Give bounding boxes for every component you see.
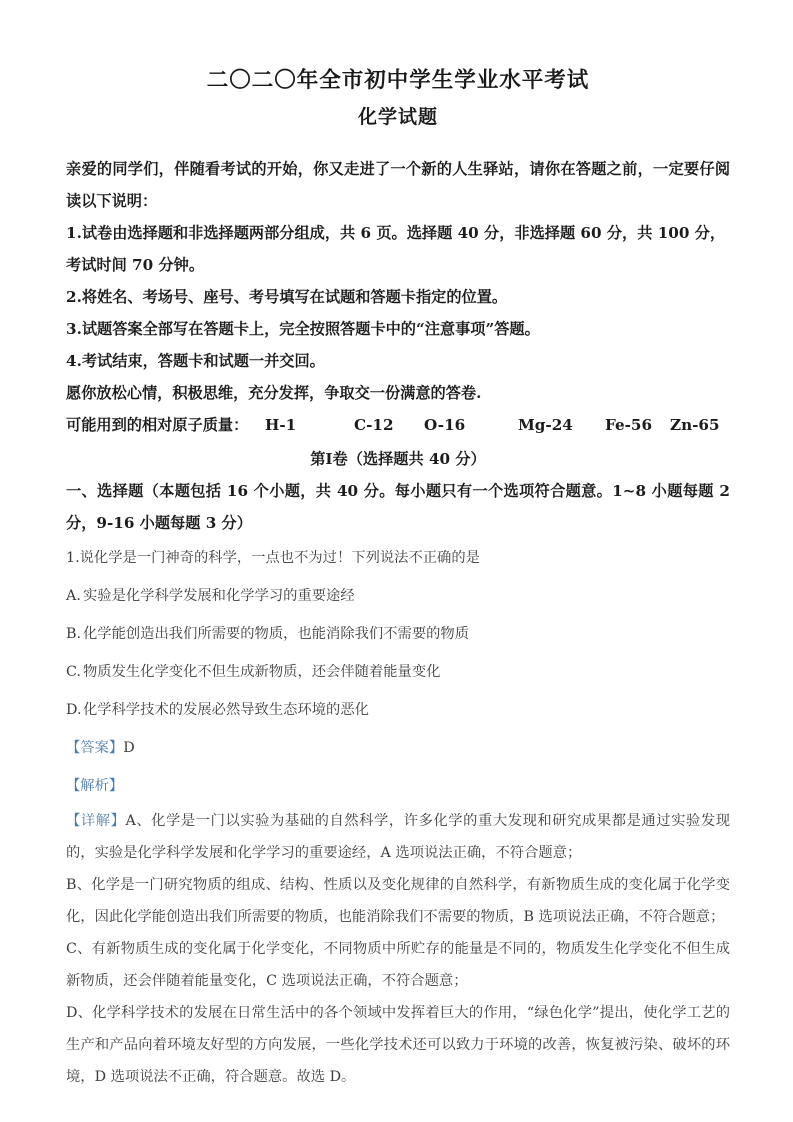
option-a-letter: A. <box>66 587 81 604</box>
detail-paragraph-b: B、化学是一门研究物质的组成、结构、性质以及变化规律的自然科学，有新物质生成的变化属于化学变化，因此化学能创造出我们所需要的物质，也能消除我们不需要的物质，B 选项说法正确，不符合题意； <box>66 876 730 925</box>
detail-paragraph-c: C、有新物质生成的变化属于化学变化，不同物质中所贮存的能量是不同的，物质发生化学变化不但生成新物质，还会伴随着能量变化，C 选项说法正确，不符合题意； <box>66 940 730 989</box>
question-1-option-a <box>66 577 730 615</box>
intro-item-1: 1.试卷由选择题和非选择题两部分组成，共 6 页。选择题 40 分，非选择题 60 分，共 100 分，考试时间 70 分钟。 <box>66 223 726 274</box>
atomic-mass-c: C-12 <box>354 415 394 434</box>
intro-wish: 愿你放松心情，积极思维，充分发挥，争取交一份满意的答卷. <box>66 383 482 402</box>
atomic-mass-o: O-16 <box>424 415 466 434</box>
atomic-mass-label: 可能用到的相对原子质量： <box>66 415 249 434</box>
analysis-line <box>66 767 730 805</box>
option-d-text: 化学科学技术的发展必然导致生态环境的恶化 <box>83 701 369 718</box>
page-subtitle: 化学试题 <box>357 106 438 129</box>
detail-text-a: A、化学是一门以实验为基础的自然科学，许多化学的重大发现和研究成果都是通过实验发现的，实验是化学科学发展和化学学习的重要途经，A 选项说法正确，不符合题意； <box>66 812 731 861</box>
answer-value: D <box>123 739 135 756</box>
juan-one-heading: 第Ⅰ卷（选择题共 40 分） <box>310 449 486 468</box>
option-d-letter: D. <box>66 701 82 718</box>
page-title: 二〇二〇年全市初中学生学业水平考试 <box>206 68 590 93</box>
atomic-mass-line <box>66 409 730 441</box>
answer-line <box>66 729 730 767</box>
atomic-mass-h: H-1 <box>265 415 297 434</box>
intro-item-4: 4.考试结束，答题卡和试题一并交回。 <box>66 351 325 370</box>
option-b-letter: B. <box>66 625 82 642</box>
atomic-mass-zn: Zn-65 <box>670 415 720 434</box>
question-1-stem: 1.说化学是一门神奇的科学，一点也不为过！下列说法不正确的是 <box>66 549 480 566</box>
detail-paragraph-a <box>66 805 730 869</box>
question-1-option-b <box>66 615 730 653</box>
option-b-text: 化学能创造出我们所需要的物质，也能消除我们不需要的物质 <box>83 625 470 642</box>
atomic-mass-fe: Fe-56 <box>605 415 653 434</box>
section-heading-multiple-choice: 一、选择题（本题包括 16 个小题，共 40 分。每小题只有一个选项符合题意。1~8 小题每题 2 分，9-16 小题每题 3 分） <box>66 481 730 532</box>
analysis-label: 【解析】 <box>66 777 124 794</box>
atomic-mass-mg: Mg-24 <box>518 415 573 434</box>
option-c-text: 物质发生化学变化不但生成新物质，还会伴随着能量变化 <box>83 663 441 680</box>
answer-label: 【答案】 <box>66 739 124 756</box>
detail-label: 【详解】 <box>66 812 126 829</box>
intro-item-2: 2.将姓名、考场号、座号、考号填写在试题和答题卡指定的位置。 <box>66 287 508 306</box>
intro-item-3: 3.试题答案全部写在答题卡上，完全按照答题卡中的“注意事项”答题。 <box>66 319 540 338</box>
question-1-option-c <box>66 653 730 691</box>
option-c-letter: C. <box>66 663 81 680</box>
page-content <box>66 0 730 1093</box>
intro-greeting: 亲爱的同学们，伴随看考试的开始，你又走进了一个新的人生驿站，请你在答题之前，一定要仔阅读以下说明： <box>66 159 730 210</box>
option-a-text: 实验是化学科学发展和化学学习的重要途经 <box>83 587 355 604</box>
detail-paragraph-d: D、化学科学技术的发展在日常生活中的各个领域中发挥着巨大的作用，“绿色化学”提出，使化学工艺的生产和产品向着环境友好型的方向发展，一些化学技术还可以致力于环境的改善，恢复被污染、破坏的环境，D 选项说法不正确，符合题意。故选 D。 <box>66 1004 730 1085</box>
question-1-option-d <box>66 691 730 729</box>
